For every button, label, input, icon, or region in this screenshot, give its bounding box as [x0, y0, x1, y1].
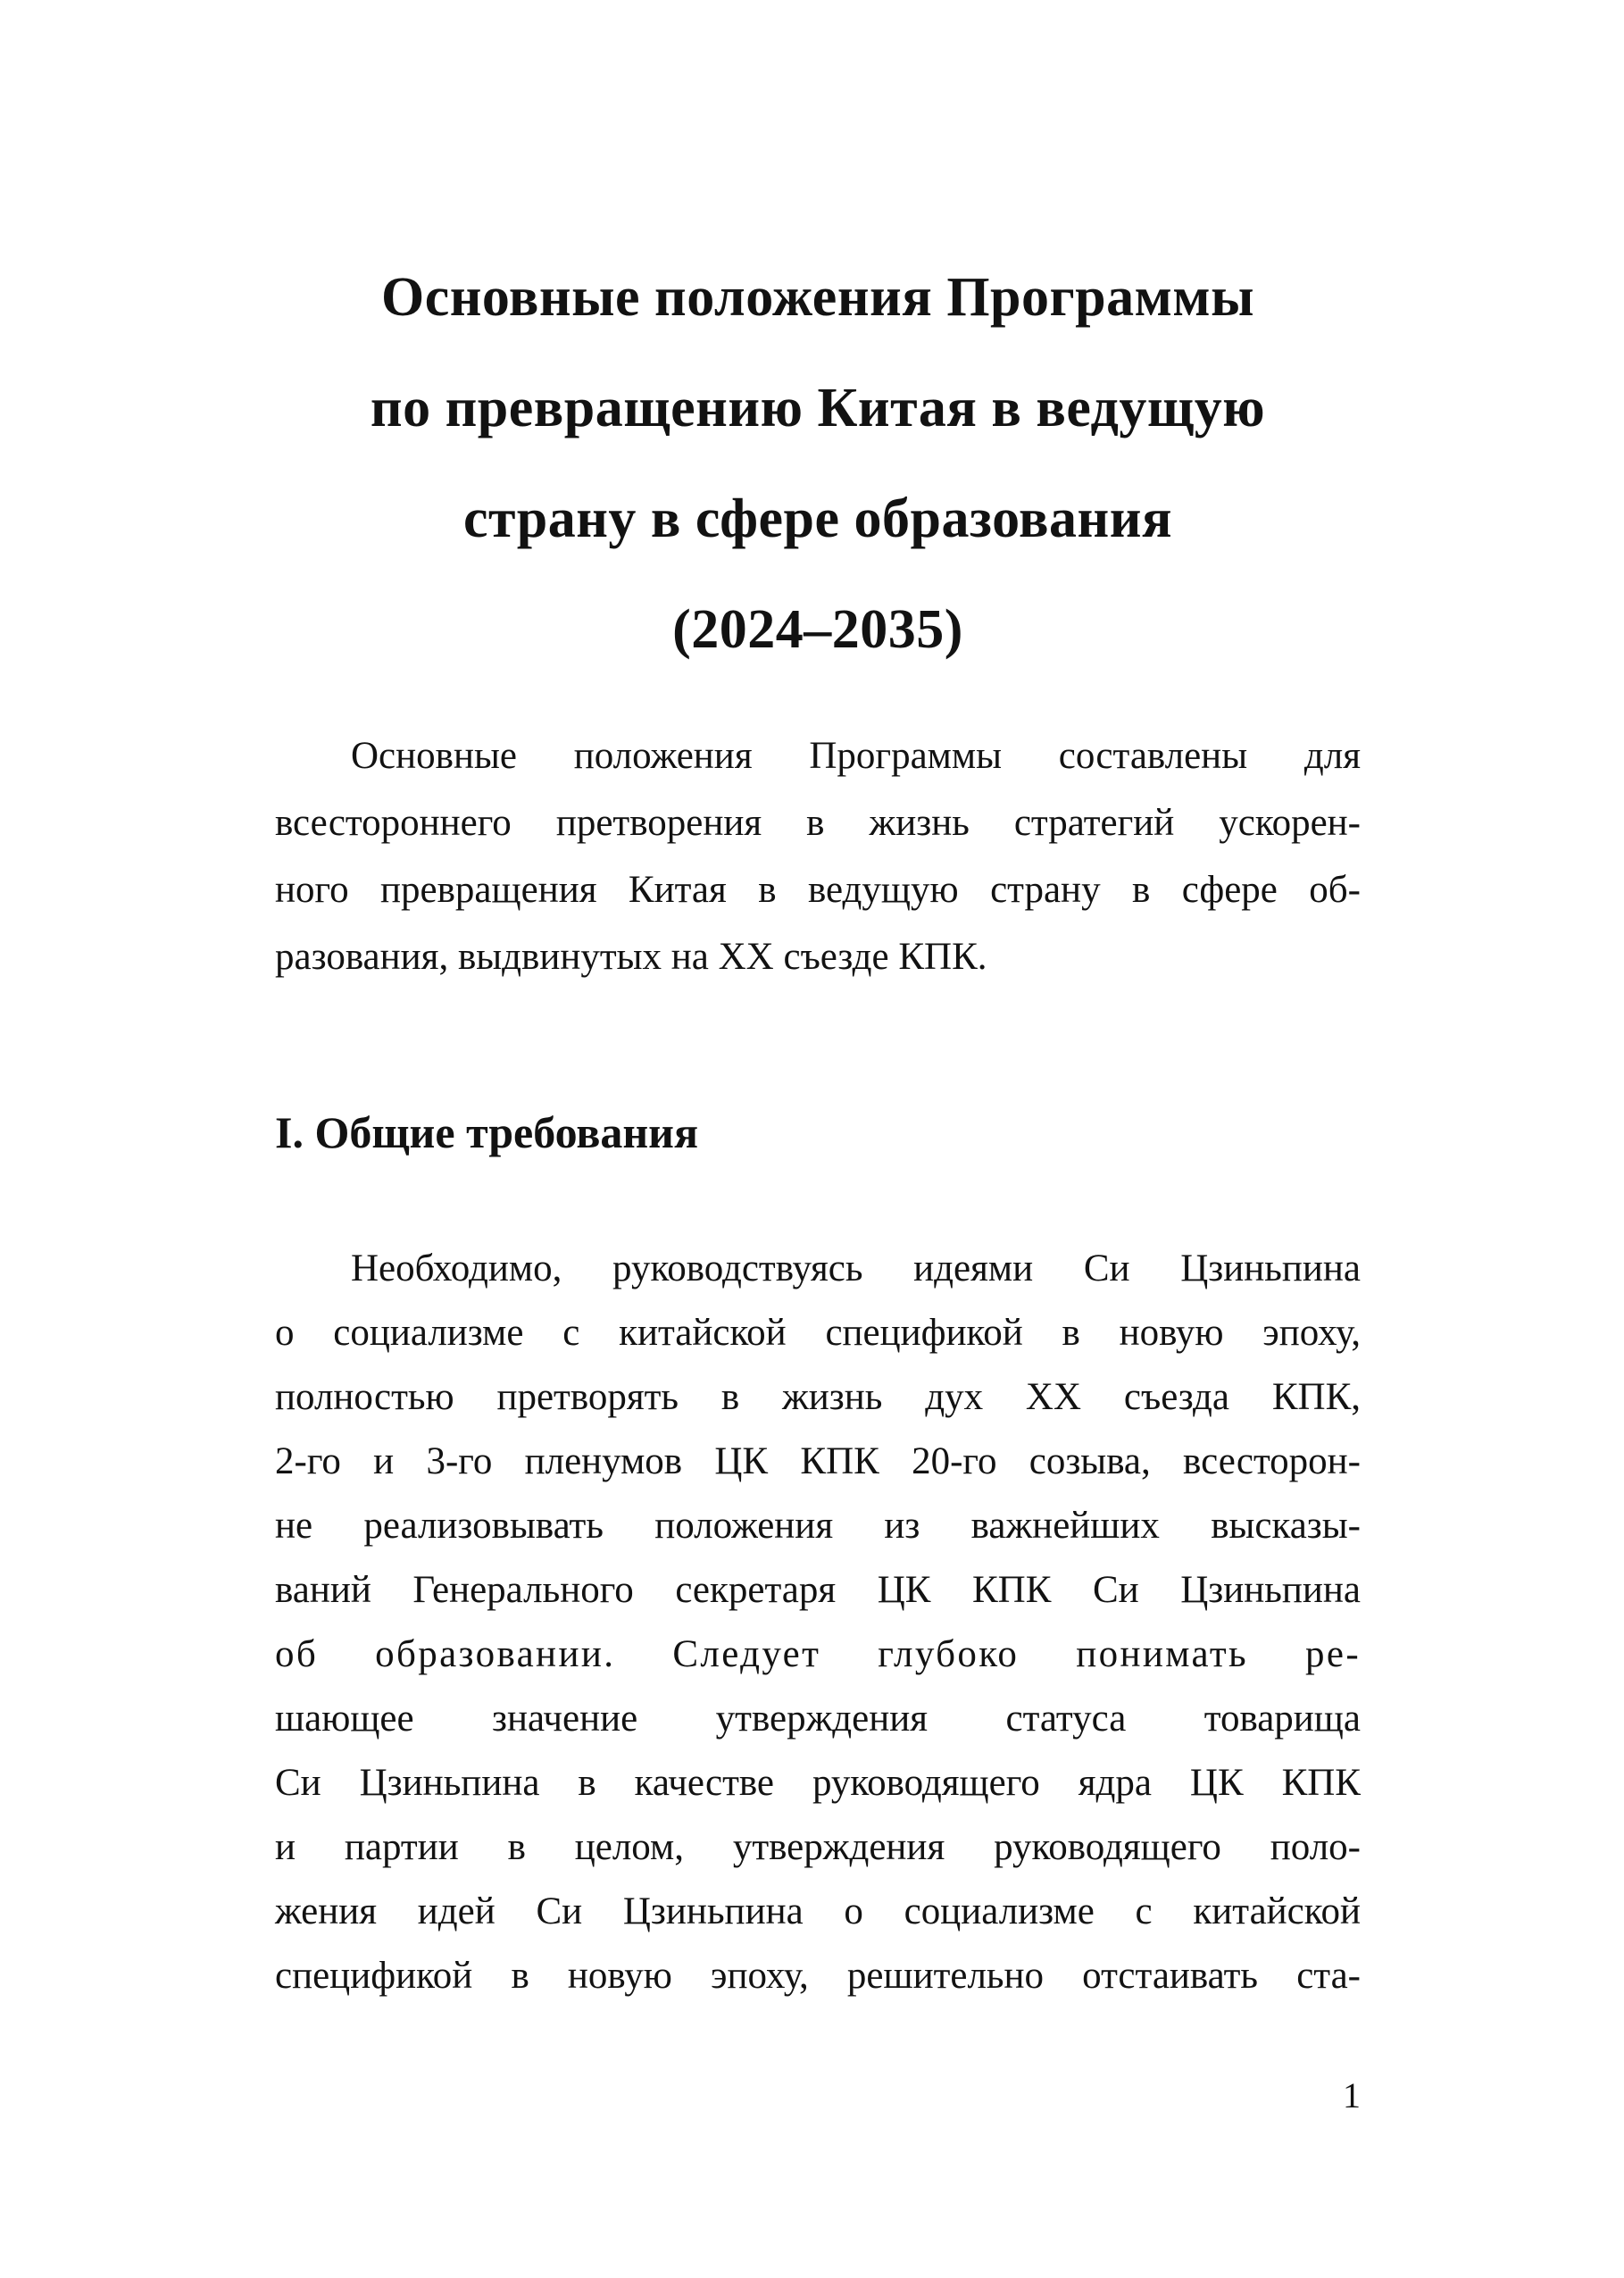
paragraph-line: спецификой в новую эпоху, решительно отстаивать ста-: [275, 1955, 1361, 1997]
paragraph-line: Необходимо, руководствуясь идеями Си Цзиньпина: [351, 1247, 1361, 1289]
paragraph-line: и партии в целом, утверждения руководящего поло-: [275, 1826, 1361, 1868]
paragraph-line: ваний Генерального секретаря ЦК КПК Си Цзиньпина: [275, 1569, 1361, 1611]
page-number: 1: [1343, 2075, 1361, 2115]
paragraph-line: разования, выдвинутых на XX съезде КПК.: [275, 936, 987, 978]
paragraph-line: шающее значение утверждения статуса товарища: [275, 1698, 1361, 1740]
body-paragraph: [275, 1237, 1361, 2008]
section-heading: I. Общие требования: [275, 1107, 698, 1157]
paragraph-line: Си Цзиньпина в качестве руководящего ядра ЦК КПК: [275, 1762, 1361, 1804]
title-line: Основные положения Программы: [380, 267, 1255, 328]
paragraph-line: ного превращения Китая в ведущую страну в сфере об-: [275, 869, 1361, 911]
paragraph-line: Основные положения Программы составлены для: [351, 735, 1361, 777]
paragraph-line: полностью претворять в жизнь дух XX съезда КПК,: [275, 1376, 1361, 1418]
paragraph-line: всестороннего претворения в жизнь стратегий ускорен-: [275, 802, 1361, 844]
title-line: страну в сфере образования: [463, 488, 1172, 549]
paragraph-line: о социализме с китайской спецификой в новую эпоху,: [275, 1312, 1361, 1354]
title-line: по превращению Китая в ведущую: [370, 378, 1266, 438]
paragraph-line: не реализовывать положения из важнейших высказы-: [275, 1505, 1361, 1547]
paragraph-line: 2-го и 3-го пленумов ЦК КПК 20-го созыва, всесторон-: [275, 1440, 1361, 1482]
paragraph-line: об образовании. Следует глубоко понимать ре-: [275, 1633, 1361, 1675]
text-block: [275, 0, 1361, 2008]
intro-paragraph: [275, 722, 1361, 990]
title-line-years: (2024–2035): [672, 599, 963, 660]
paragraph-line: жения идей Си Цзиньпина о социализме с китайской: [275, 1890, 1361, 1932]
document-title: [275, 242, 1361, 685]
